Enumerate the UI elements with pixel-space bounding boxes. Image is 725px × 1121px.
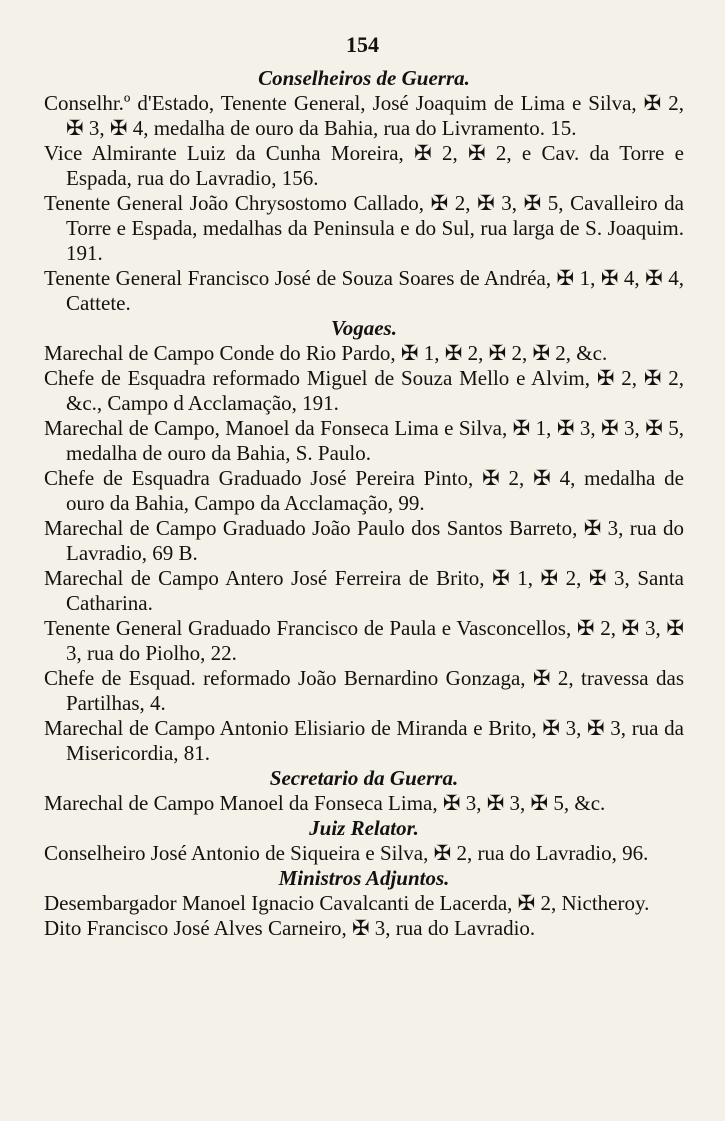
entry: Desembargador Manoel Ignacio Cavalcanti de Lacerda, ✠ 2, Nictheroy. [44, 891, 650, 915]
section-conselheiros [44, 66, 684, 316]
entry: Tenente General Graduado Francisco de Paula e Vasconcellos, ✠ 2, ✠ 3, ✠ 3, rua do Piolho, 22. [44, 616, 684, 665]
section-heading: Secretario da Guerra. [269, 766, 459, 790]
section-heading: Vogaes. [331, 316, 397, 340]
entry: Chefe de Esquadra reformado Miguel de Souza Mello e Alvim, ✠ 2, ✠ 2, &c., Campo d Acclamação, 191. [44, 366, 684, 415]
entry: Conselheiro José Antonio de Siqueira e Silva, ✠ 2, rua do Lavradio, 96. [44, 841, 649, 865]
entry: Marechal de Campo Antero José Ferreira de Brito, ✠ 1, ✠ 2, ✠ 3, Santa Catharina. [44, 566, 684, 615]
section-heading: Ministros Adjuntos. [278, 866, 450, 890]
page-number: 154 [346, 32, 379, 57]
entry: Marechal de Campo, Manoel da Fonseca Lima e Silva, ✠ 1, ✠ 3, ✠ 3, ✠ 5, medalha de ouro da Bahia, S. Paulo. [44, 416, 684, 465]
entry: Marechal de Campo Conde do Rio Pardo, ✠ 1, ✠ 2, ✠ 2, ✠ 2, &c. [44, 341, 608, 365]
entry: Conselhr.º d'Estado, Tenente General, José Joaquim de Lima e Silva, ✠ 2, ✠ 3, ✠ 4, medalha de ouro da Bahia, rua do Livramento. 15. [44, 91, 684, 140]
entry: Dito Francisco José Alves Carneiro, ✠ 3, rua do Lavradio. [44, 916, 536, 940]
entry: Marechal de Campo Graduado João Paulo dos Santos Barreto, ✠ 3, rua do Lavradio, 69 B. [44, 516, 684, 565]
entry: Tenente General Francisco José de Souza Soares de Andréa, ✠ 1, ✠ 4, ✠ 4, Cattete. [44, 266, 684, 315]
entry: Chefe de Esquadra Graduado José Pereira Pinto, ✠ 2, ✠ 4, medalha de ouro da Bahia, Campo da Acclamação, 99. [44, 466, 684, 515]
entry: Tenente General João Chrysostomo Callado, ✠ 2, ✠ 3, ✠ 5, Cavalleiro da Torre e Espada, medalhas da Peninsula e do Sul, rua larga de S. Joaquim. 191. [44, 191, 684, 265]
entry: Marechal de Campo Manoel da Fonseca Lima, ✠ 3, ✠ 3, ✠ 5, &c. [44, 791, 606, 815]
entry: Chefe de Esquad. reformado João Bernardino Gonzaga, ✠ 2, travessa das Partilhas, 4. [44, 666, 684, 715]
section-ministros-adjuntos [44, 866, 684, 941]
section-vogaes [44, 316, 684, 766]
section-secretario [44, 766, 684, 816]
entry: Vice Almirante Luiz da Cunha Moreira, ✠ 2, ✠ 2, e Cav. da Torre e Espada, rua do Lavradio, 156. [44, 141, 684, 190]
page-content [44, 66, 684, 941]
section-heading: Juiz Relator. [309, 816, 419, 840]
section-juiz-relator [44, 816, 684, 866]
section-heading: Conselheiros de Guerra. [258, 66, 470, 90]
entry: Marechal de Campo Antonio Elisiario de Miranda e Brito, ✠ 3, ✠ 3, rua da Misericordia, 81. [44, 716, 684, 765]
